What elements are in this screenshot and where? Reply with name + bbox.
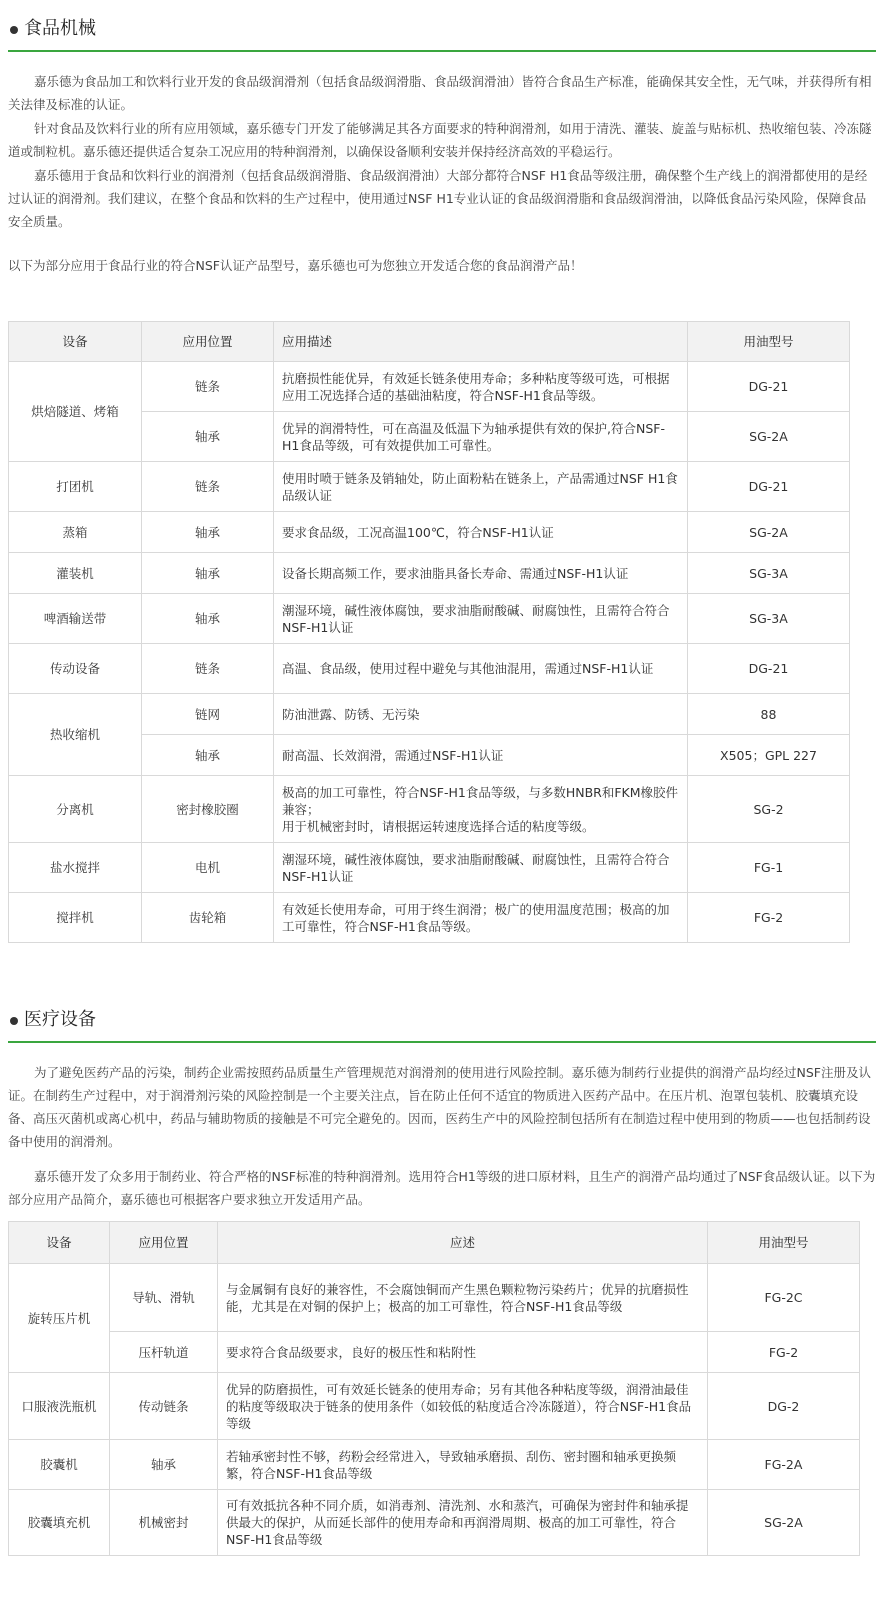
header-position: 应用位置	[142, 322, 274, 362]
cell-description: 耐高温、长效润滑，需通过NSF-H1认证	[274, 735, 688, 776]
cell-model: FG-2	[708, 1332, 860, 1373]
cell-model: DG-21	[688, 644, 850, 694]
table-header-row	[9, 1222, 860, 1264]
cell-model: SG-2	[688, 776, 850, 843]
section-title: 食品机械	[24, 18, 96, 39]
cell-position: 链网	[142, 694, 274, 735]
header-model: 用油型号	[688, 322, 850, 362]
cell-position: 轴承	[142, 512, 274, 553]
cell-description: 要求符合食品级要求，良好的极压性和粘附性	[218, 1332, 708, 1373]
cell-position: 机械密封	[110, 1490, 218, 1556]
cell-description: 潮湿环境，碱性液体腐蚀，要求油脂耐酸碱、耐腐蚀性，且需符合符合NSF-H1认证	[274, 594, 688, 644]
cell-description: 若轴承密封性不够，药粉会经常进入，导致轴承磨损、刮伤、密封圈和轴承更换频繁，符合NSF-H1食品等级	[218, 1440, 708, 1490]
cell-device: 热收缩机	[9, 694, 142, 776]
cell-device: 搅拌机	[9, 893, 142, 943]
table-row	[9, 1332, 860, 1373]
table-row	[9, 776, 850, 843]
table-row	[9, 1490, 860, 1556]
header-model: 用油型号	[708, 1222, 860, 1264]
cell-model: FG-2C	[708, 1264, 860, 1332]
table-row	[9, 1373, 860, 1440]
cell-position: 压杆轨道	[110, 1332, 218, 1373]
header-position: 应用位置	[110, 1222, 218, 1264]
cell-model: SG-3A	[688, 553, 850, 594]
cell-model: SG-2A	[708, 1490, 860, 1556]
cell-description: 优异的润滑特性，可在高温及低温下为轴承提供有效的保护,符合NSF-H1食品等级，可有效提供加工可靠性。	[274, 412, 688, 462]
food-paragraph-3: 嘉乐德用于食品和饮料行业的润滑剂（包括食品级润滑脂、食品级润滑油）大部分都符合NSF H1食品等级注册，确保整个生产线上的润滑都使用的是经过认证的润滑剂。我们建议，在整个食品和饮料的生产过程中，使用通过NSF H1专业认证的食品级润滑脂和食品级润滑油，以降低食品污染风险，保障食品安全质量。	[8, 168, 868, 229]
cell-model: FG-2	[688, 893, 850, 943]
food-paragraph-2: 针对食品及饮料行业的所有应用领域，嘉乐德专门开发了能够满足其各方面要求的特种润滑剂，如用于清洗、灌装、旋盖与贴标机、热收缩包装、冷冻隧道或制粒机。嘉乐德还提供适合复杂工况应用的特种润滑剂，以确保设备顺利安装并保持经济高效的平稳运行。	[8, 121, 872, 159]
cell-description: 防油泄露、防锈、无污染	[274, 694, 688, 735]
cell-device: 胶囊填充机	[9, 1490, 110, 1556]
table-row	[9, 644, 850, 694]
table-row	[9, 362, 850, 412]
cell-position: 轴承	[142, 412, 274, 462]
cell-model: SG-3A	[688, 594, 850, 644]
cell-position: 轴承	[110, 1440, 218, 1490]
cell-position: 密封橡胶圈	[142, 776, 274, 843]
cell-device: 旋转压片机	[9, 1264, 110, 1373]
cell-description: 高温、食品级，使用过程中避免与其他油混用，需通过NSF-H1认证	[274, 644, 688, 694]
cell-model: SG-2A	[688, 512, 850, 553]
cell-description: 抗磨损性能优异，有效延长链条使用寿命；多种粘度等级可选，可根据应用工况选择合适的基础油粘度，符合NSF-H1食品等级。	[274, 362, 688, 412]
cell-device: 口服液洗瓶机	[9, 1373, 110, 1440]
cell-position: 轴承	[142, 735, 274, 776]
header-device: 设备	[9, 1222, 110, 1264]
cell-device: 啤酒输送带	[9, 594, 142, 644]
header-device: 设备	[9, 322, 142, 362]
cell-description: 可有效抵抗各种不同介质，如消毒剂、清洗剂、水和蒸汽，可确保为密封件和轴承提供最大的保护，从而延长部件的使用寿命和再润滑周期、极高的加工可靠性，符合NSF-H1食品等级	[218, 1490, 708, 1556]
table-row	[9, 553, 850, 594]
description-line-1: 极高的加工可靠性，符合NSF-H1食品等级，与多数HNBR和FKM橡胶件兼容；	[282, 784, 679, 817]
food-section-heading	[8, 6, 876, 52]
cell-device: 胶囊机	[9, 1440, 110, 1490]
cell-description: 有效延长使用寿命，可用于终生润滑；极广的使用温度范围；极高的加工可靠性，符合NSF-H1食品等级。	[274, 893, 688, 943]
cell-position: 导轨、滑轨	[110, 1264, 218, 1332]
food-intro: 以下为部分应用于食品行业的符合NSF认证产品型号，嘉乐德也可为您独立开发适合您的食品润滑产品！	[8, 258, 583, 273]
cell-model: DG-21	[688, 362, 850, 412]
description-line-2: 用于机械密封时，请根据运转速度选择合适的粘度等级。	[282, 818, 595, 834]
cell-description: 使用时喷于链条及销轴处，防止面粉粘在链条上，产品需通过NSF H1食品级认证	[274, 462, 688, 512]
cell-position: 轴承	[142, 594, 274, 644]
header-description: 应用描述	[274, 322, 688, 362]
cell-description: 设备长期高频工作，要求油脂具备长寿命、需通过NSF-H1认证	[274, 553, 688, 594]
cell-model: X505；GPL 227	[688, 735, 850, 776]
cell-device: 传动设备	[9, 644, 142, 694]
table-row	[9, 1264, 860, 1332]
table-row	[9, 893, 850, 943]
cell-position: 链条	[142, 362, 274, 412]
header-description: 应述	[218, 1222, 708, 1264]
cell-device: 烘焙隧道、烤箱	[9, 362, 142, 462]
cell-model: FG-1	[688, 843, 850, 893]
table-row	[9, 512, 850, 553]
table-header-row	[9, 322, 850, 362]
section-title: 医疗设备	[24, 1009, 96, 1030]
cell-position: 轴承	[142, 553, 274, 594]
cell-model: SG-2A	[688, 412, 850, 462]
cell-position: 链条	[142, 644, 274, 694]
cell-position: 传动链条	[110, 1373, 218, 1440]
medical-section-heading	[8, 997, 876, 1043]
cell-position: 电机	[142, 843, 274, 893]
bullet-dot	[10, 1017, 18, 1025]
bullet-dot	[10, 26, 18, 34]
cell-position: 链条	[142, 462, 274, 512]
table-row	[9, 843, 850, 893]
cell-description: 要求食品级，工况高温100℃，符合NSF-H1认证	[274, 512, 688, 553]
cell-device: 打团机	[9, 462, 142, 512]
table-row	[9, 594, 850, 644]
cell-position: 齿轮箱	[142, 893, 274, 943]
medical-products-table	[8, 1221, 860, 1556]
table-row	[9, 694, 850, 735]
cell-device: 分离机	[9, 776, 142, 843]
cell-model: DG-2	[708, 1373, 860, 1440]
cell-model: 88	[688, 694, 850, 735]
food-products-table	[8, 321, 850, 943]
cell-description: 潮湿环境，碱性液体腐蚀，要求油脂耐酸碱、耐腐蚀性，且需符合符合NSF-H1认证	[274, 843, 688, 893]
table-row	[9, 1440, 860, 1490]
cell-device: 灌装机	[9, 553, 142, 594]
cell-description: 与金属铜有良好的兼容性，不会腐蚀铜而产生黑色颗粒物污染药片；优异的抗磨损性能，尤其是在对铜的保护上；极高的加工可靠性，符合NSF-H1食品等级	[218, 1264, 708, 1332]
cell-description: 优异的防磨损性，可有效延长链条的使用寿命；另有其他各种粘度等级，润滑油最佳的粘度等级取决于链条的使用条件（如较低的粘度适合冷冻隧道），符合NSF-H1食品等级	[218, 1373, 708, 1440]
table-row	[9, 462, 850, 512]
cell-model: FG-2A	[708, 1440, 860, 1490]
cell-device: 盐水搅拌	[9, 843, 142, 893]
cell-device: 蒸箱	[9, 512, 142, 553]
medical-paragraph-2: 嘉乐德开发了众多用于制药业、符合严格的NSF标准的特种润滑剂。选用符合H1等级的进口原材料，且生产的润滑产品均通过了NSF食品级认证。以下为部分应用产品简介，嘉乐德也可根据客户要求独立开发适用产品。	[8, 1169, 876, 1207]
medical-paragraph-1: 为了避免医药产品的污染，制药企业需按照药品质量生产管理规范对润滑剂的使用进行风险控制。嘉乐德为制药行业提供的润滑产品均经过NSF注册及认证。在制药生产过程中，对于润滑剂污染的风险控制是一个主要关注点，旨在防止任何不适宜的物质进入医药产品中。在压片机、泡罩包装机、胶囊填充设备、高压灭菌机或离心机中，药品与辅助物质的接触是不可完全避免的。因而，医药生产中的风险控制包括所有在制造过程中使用到的物质——也包括制药设备中使用的润滑剂。	[8, 1065, 871, 1149]
cell-model: DG-21	[688, 462, 850, 512]
food-paragraph-1: 嘉乐德为食品加工和饮料行业开发的食品级润滑剂（包括食品级润滑脂、食品级润滑油）皆符合食品生产标准，能确保其安全性，无气味，并获得所有相关法律及标准的认证。	[8, 74, 872, 112]
cell-description	[274, 776, 688, 843]
